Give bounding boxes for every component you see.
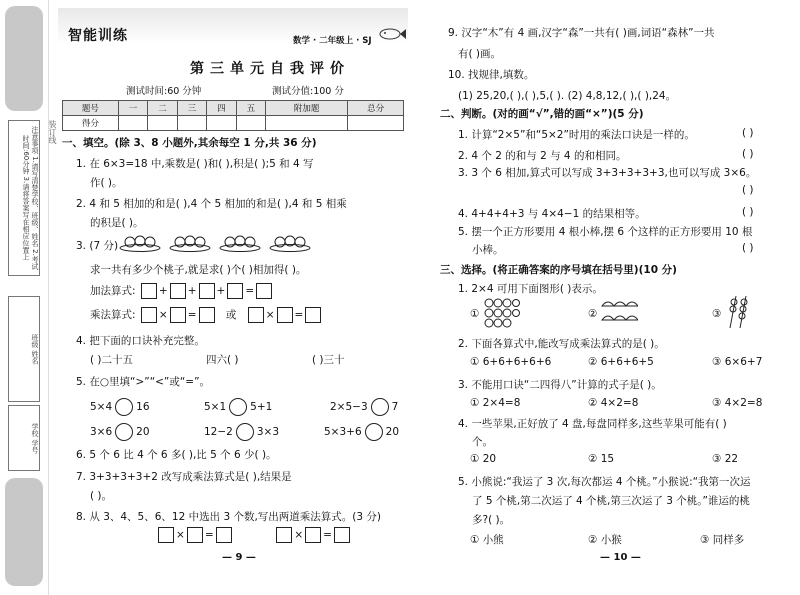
answer-box[interactable] [305,527,321,543]
q5-compare [204,423,279,441]
addition-label: 加法算式: [90,285,136,297]
compare-circle[interactable] [371,398,389,416]
q8-text: 8. 从 3、4、5、6、12 中选出 3 个数,写出两道乘法算式。(3 分) [76,511,382,523]
q9-line2: 有( )画。 [458,48,502,60]
answer-box[interactable] [170,283,186,299]
compare-circle[interactable] [115,423,133,441]
answer-box[interactable] [187,527,203,543]
peach-plate-icon [168,232,212,252]
answer-box[interactable] [216,527,232,543]
judge-2: 2. 4 个 2 的和与 2 与 4 的和相同。 [458,150,627,162]
answer-box[interactable] [305,307,321,323]
expr: 5×1 [204,401,227,413]
q5-compare [90,423,150,441]
choice-1-opt-2[interactable]: ② [588,308,598,320]
choice-4-opt-2[interactable]: ② 15 [588,453,615,465]
q4-blank-2: 四六( ) [206,354,239,366]
score-cell[interactable] [236,116,265,131]
expr: 5+1 [250,401,273,413]
book-subtitle: 数学 · 二年级上 · SJ [293,36,372,46]
q5-compare [330,398,398,416]
q4-blank-3: ( )三十 [312,354,345,366]
answer-box[interactable] [141,307,157,323]
compare-circle[interactable] [229,398,247,416]
test-time: 测试时间:60 分钟 [126,86,202,97]
field-name: 姓名 [31,350,39,365]
score-header-row [63,101,404,116]
expr: 2×5−3 [330,401,368,413]
answer-box[interactable] [334,527,350,543]
q3-addition: 加法算式: + + + = [90,283,274,299]
q8-boxes: × = × = [156,527,352,543]
q2-line2: 的积是( )。 [90,217,144,229]
q9-line1: 9. 汉字“木”有 4 画,汉字“森”一共有( )画,词语“森林”一共 [448,27,715,39]
judge-5-line2: 小棒。 [472,244,504,256]
choice-1-opt-3[interactable]: ③ [712,308,722,320]
choice-4-line2: 个。 [472,436,493,448]
choice-5-line3: 多?( )。 [472,514,511,526]
q5-text: 5. 在○里填“>”“<”或“=”。 [76,376,211,388]
judge-5-answer[interactable]: ( ) [742,242,754,254]
score-row [63,116,404,131]
choice-5-opt-2[interactable]: ② 小猴 [588,534,622,546]
choice-3: 3. 不能用口诀“二四得八”计算的式子是( )。 [458,379,662,391]
choice-1-opt-1[interactable]: ① [470,308,480,320]
choice-2-opt-3[interactable]: ③ 6×6+7 [712,356,763,368]
q3-multiplication: 乘法算式: × = 或 × = [90,307,323,323]
cut-line-label: 装订线 [48,120,57,144]
q3-label: 3. (7 分) [76,240,119,252]
judge-3: 3. 3 个 6 相加,算式可以写成 3+3+3+3+3,也可以写成 3×6。 [458,167,757,179]
score-col: 总分 [348,101,404,116]
peach-plate-icon [268,232,312,252]
q2-line1: 2. 4 和 5 相加的和是( ),4 个 5 相加的和是( ),4 和 5 相乘 [76,198,347,210]
answer-box[interactable] [158,527,174,543]
score-col: 一 [118,101,147,116]
score-cell[interactable] [118,116,147,131]
answer-box[interactable] [248,307,264,323]
peach-plate-icon [118,232,162,252]
answer-box[interactable] [227,283,243,299]
peach-plate-icon [218,232,262,252]
score-row-label: 得分 [63,116,119,131]
choice-2: 2. 下面各算式中,能改写成乘法算式的是( )。 [458,338,665,350]
score-cell[interactable] [148,116,177,131]
page-number-right: — 10 — [600,552,641,563]
score-col: 二 [148,101,177,116]
expr: 5×3+6 [324,426,362,438]
choice-3-opt-2[interactable]: ② 4×2=8 [588,397,639,409]
answer-box[interactable] [170,307,186,323]
q4-blank-1: ( )二十五 [90,354,134,366]
q1-line2: 作( )。 [90,177,123,189]
choice-1: 1. 2×4 可用下面图形( )表示。 [458,283,603,295]
q5-compare [204,398,272,416]
expr: 12−2 [204,426,233,438]
section-3-title: 三、选择。(将正确答案的序号填在括号里)(10 分) [440,264,677,276]
judge-5-line1: 5. 摆一个正方形要用 4 根小棒,摆 6 个这样的正方形要用 10 根 [458,226,753,238]
notice-box: 注意事项 1.请写清楚学校、班级、姓名 2.考试时间:60分钟 3.请将答案写在相应位置上 [8,120,40,276]
expr: 20 [136,426,150,438]
judge-4: 4. 4+4+4+3 与 4×4−1 的结果相等。 [458,208,646,220]
multiplication-label: 乘法算式: [90,309,136,321]
choice-4-opt-3[interactable]: ③ 22 [712,453,739,465]
judge-2-answer[interactable]: ( ) [742,148,754,160]
q3-line1: 求一共有多少个桃子,就是求( )个( )相加得( )。 [90,264,307,276]
choice-2-opt-1[interactable]: ① 6+6+6+6+6 [470,356,552,368]
compare-circle[interactable] [115,398,133,416]
page-title: 第三单元自我评价 [190,61,350,77]
side-decor-top [5,6,43,111]
q7-line1: 7. 3+3+3+3+2 改写成乘法算式是( ),结果是 [76,471,292,483]
judge-1-answer[interactable]: ( ) [742,127,754,139]
answer-box[interactable] [256,283,272,299]
score-col: 五 [236,101,265,116]
field-school: 学校 [31,422,39,437]
side-decor-bottom [5,478,43,586]
school-fields [8,405,40,471]
score-table [62,100,404,131]
q7-line2: ( )。 [90,490,113,502]
test-score: 测试分值:100 分 [272,86,344,97]
or-label: 或 [225,309,237,321]
choice-5-line2: 了 5 个桃,第二次运了 4 个桃,第三次运了 3 个桃。”谁运的桃 [472,495,750,507]
answer-box[interactable] [199,283,215,299]
answer-box[interactable] [199,307,215,323]
field-id: 学号 [31,439,39,454]
field-grade: 班级 [31,333,39,348]
judge-1: 1. 计算“2×5”和“5×2”时用的乘法口诀是一样的。 [458,129,695,141]
page-number-left: — 9 — [222,552,256,563]
expr: 3×3 [256,426,280,438]
brand-logo: 智能训练 [68,28,128,44]
answer-box[interactable] [277,307,293,323]
q5-compare [324,423,399,441]
q5-compare [90,398,150,416]
score-col: 三 [177,101,206,116]
compare-circle[interactable] [236,423,254,441]
choice-3-opt-1[interactable]: ① 2×4=8 [470,397,521,409]
judge-4-answer[interactable]: ( ) [742,206,754,218]
expr: 20 [385,426,400,438]
answer-box[interactable] [276,527,292,543]
fish-icon [378,27,406,41]
score-col: 附加题 [266,101,348,116]
section-1-title: 一、填空。(除 3、8 小题外,其余每空 1 分,共 36 分) [62,137,317,149]
name-fields [8,296,40,402]
expr: 3×6 [90,426,113,438]
choice-5-opt-1[interactable]: ① 小熊 [470,534,504,546]
judge-3-answer[interactable]: ( ) [742,184,754,196]
choice-5-opt-3[interactable]: ③ 同样多 [700,534,745,546]
score-cell[interactable] [177,116,206,131]
choice-4-opt-1[interactable]: ① 20 [470,453,497,465]
score-cell[interactable] [348,116,404,131]
score-cell[interactable] [207,116,236,131]
choice-5-line1: 5. 小熊说:“我运了 3 次,每次都运 4 个桃。”小猴说:“我第一次运 [458,476,751,488]
q10-text: 10. 找规律,填数。 [448,69,535,81]
score-col: 四 [207,101,236,116]
expr: 7 [391,401,399,413]
q4-text: 4. 把下面的口诀补充完整。 [76,335,205,347]
skewer-icon [726,294,752,328]
compare-circle[interactable] [365,423,383,441]
answer-box[interactable] [141,283,157,299]
section-2-title: 二、判断。(对的画“√”,错的画“×”)(5 分) [440,108,644,120]
expr: 16 [136,401,150,413]
score-col: 题号 [63,101,119,116]
mushroom-group-icon [600,298,638,328]
score-cell[interactable] [266,116,348,131]
choice-4-line1: 4. 一些苹果,正好放了 4 盘,每盘同样多,这些苹果可能有( ) [458,418,727,430]
binding-strip [0,0,49,595]
q10-sequences: (1) 25,20,( ),( ),5,( ). (2) 4,8,12,( ),( ),24。 [458,90,677,102]
q1-line1: 1. 在 6×3=18 中,乘数是( )和( ),积是( );5 和 4 写 [76,158,314,170]
q6-text: 6. 5 个 6 比 4 个 6 多( ),比 5 个 6 少( )。 [76,449,277,461]
flower-grid-icon [484,298,520,328]
expr: 5×4 [90,401,113,413]
choice-2-opt-2[interactable]: ② 6+6+6+5 [588,356,654,368]
choice-3-opt-3[interactable]: ③ 4×2=8 [712,397,763,409]
